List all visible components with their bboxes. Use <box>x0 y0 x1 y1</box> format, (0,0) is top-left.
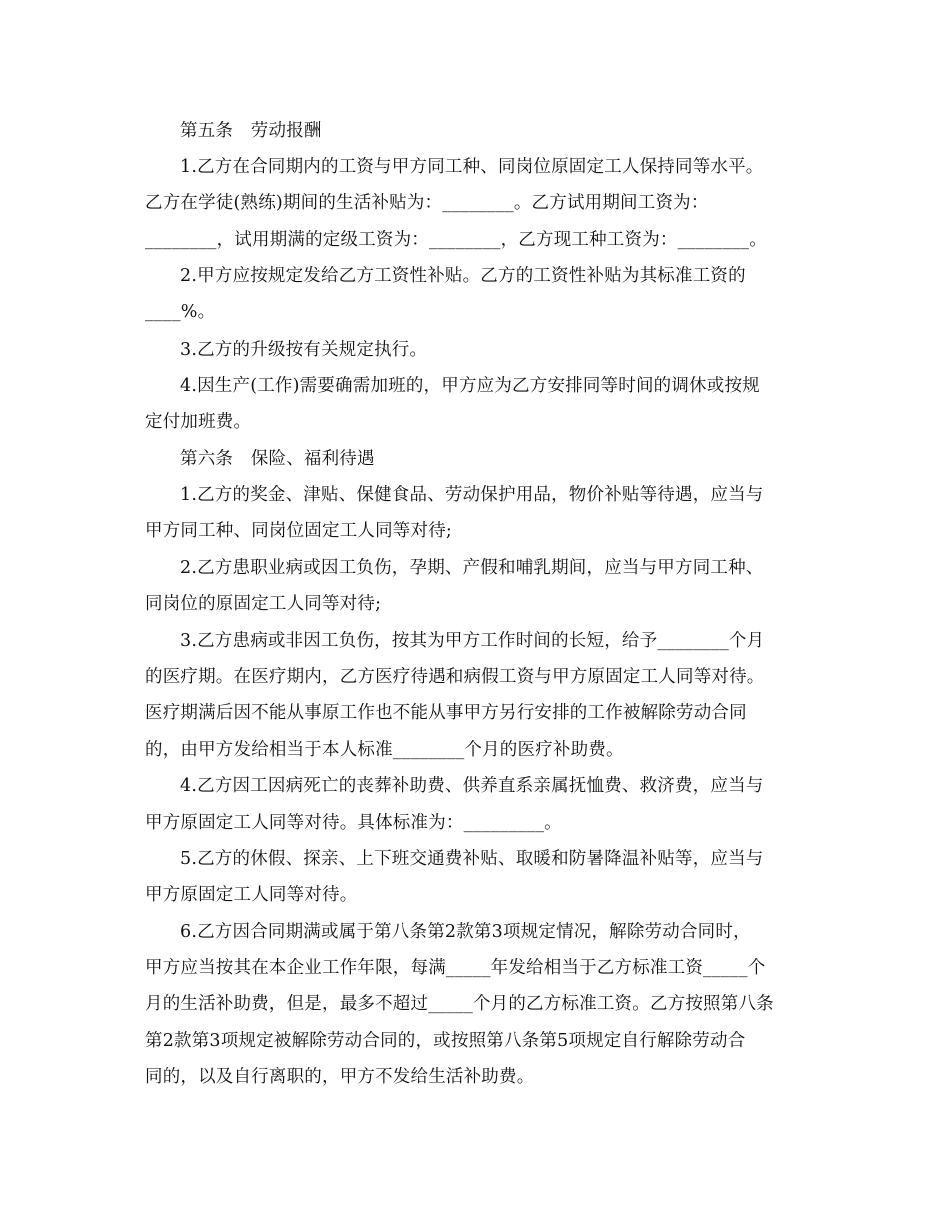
text-line: 2.甲方应按规定发给乙方工资性补贴。乙方的工资性补贴为其标准工资的 <box>180 266 746 286</box>
text-line: 的，由甲方发给相当于本人标准________个月的医疗补助费。 <box>145 740 624 760</box>
text-line: 月的生活补助费，但是，最多不超过_____个月的乙方标准工资。乙方按照第八条 <box>145 994 774 1014</box>
article-5-heading: 第五条 劳动报酬 <box>180 121 322 141</box>
text-line: 3.乙方患病或非因工负伤，按其为甲方工作时间的长短，给予________个月 <box>180 631 765 651</box>
text-line: 5.乙方的休假、探亲、上下班交通费补贴、取暖和防暑降温补贴等，应当与 <box>180 849 764 869</box>
text-line: 2.乙方患职业病或因工负伤，孕期、产假和哺乳期间，应当与甲方同工种、 <box>180 558 764 578</box>
text-line: 3.乙方的升级按有关规定执行。 <box>180 340 428 360</box>
text-line: 1.乙方的奖金、津贴、保健食品、劳动保护用品，物价补贴等待遇，应当与 <box>180 485 764 505</box>
text-line: 甲方同工种、同岗位固定工人同等对待; <box>145 521 452 541</box>
text-line: 1.乙方在合同期内的工资与甲方同工种、同岗位原固定工人保持同等水平。 <box>180 157 764 177</box>
article-6-heading: 第六条 保险、福利待遇 <box>180 449 375 469</box>
text-line: 6.乙方因合同期满或属于第八条第2款第3项规定情况，解除劳动合同时， <box>180 922 751 942</box>
text-line: 甲方原固定工人同等对待。具体标准为：_________。 <box>145 813 562 833</box>
text-line: 4.乙方因工因病死亡的丧葬补助费、供养直系亲属抚恤费、救济费，应当与 <box>180 776 764 796</box>
text-line: ________，试用期满的定级工资为：________，乙方现工种工资为：________。 <box>145 230 767 250</box>
text-line: 定付加班费。 <box>145 412 252 432</box>
text-line: 第2款第3项规定被解除劳动合同的，或按照第八条第5项规定自行解除劳动合 <box>145 1031 746 1051</box>
text-line: 4.因生产(工作)需要确需加班的，甲方应为乙方安排同等时间的调休或按规 <box>180 376 760 396</box>
text-line: 乙方在学徒(熟练)期间的生活补贴为：________。乙方试用期间工资为： <box>145 193 709 213</box>
text-line: 的医疗期。在医疗期内，乙方医疗待遇和病假工资与甲方原固定工人同等对待。 <box>145 667 765 687</box>
text-line: 甲方原固定工人同等对待。 <box>145 885 358 905</box>
text-line: 甲方应当按其在本企业工作年限，每满_____年发给相当于乙方标准工资_____个 <box>145 958 766 978</box>
text-line: ____%。 <box>145 302 216 322</box>
text-line: 同的，以及自行离职的，甲方不发给生活补助费。 <box>145 1067 535 1087</box>
text-line: 医疗期满后因不能从事原工作也不能从事甲方另行安排的工作被解除劳动合同 <box>145 703 747 723</box>
text-line: 同岗位的原固定工人同等对待; <box>145 594 382 614</box>
